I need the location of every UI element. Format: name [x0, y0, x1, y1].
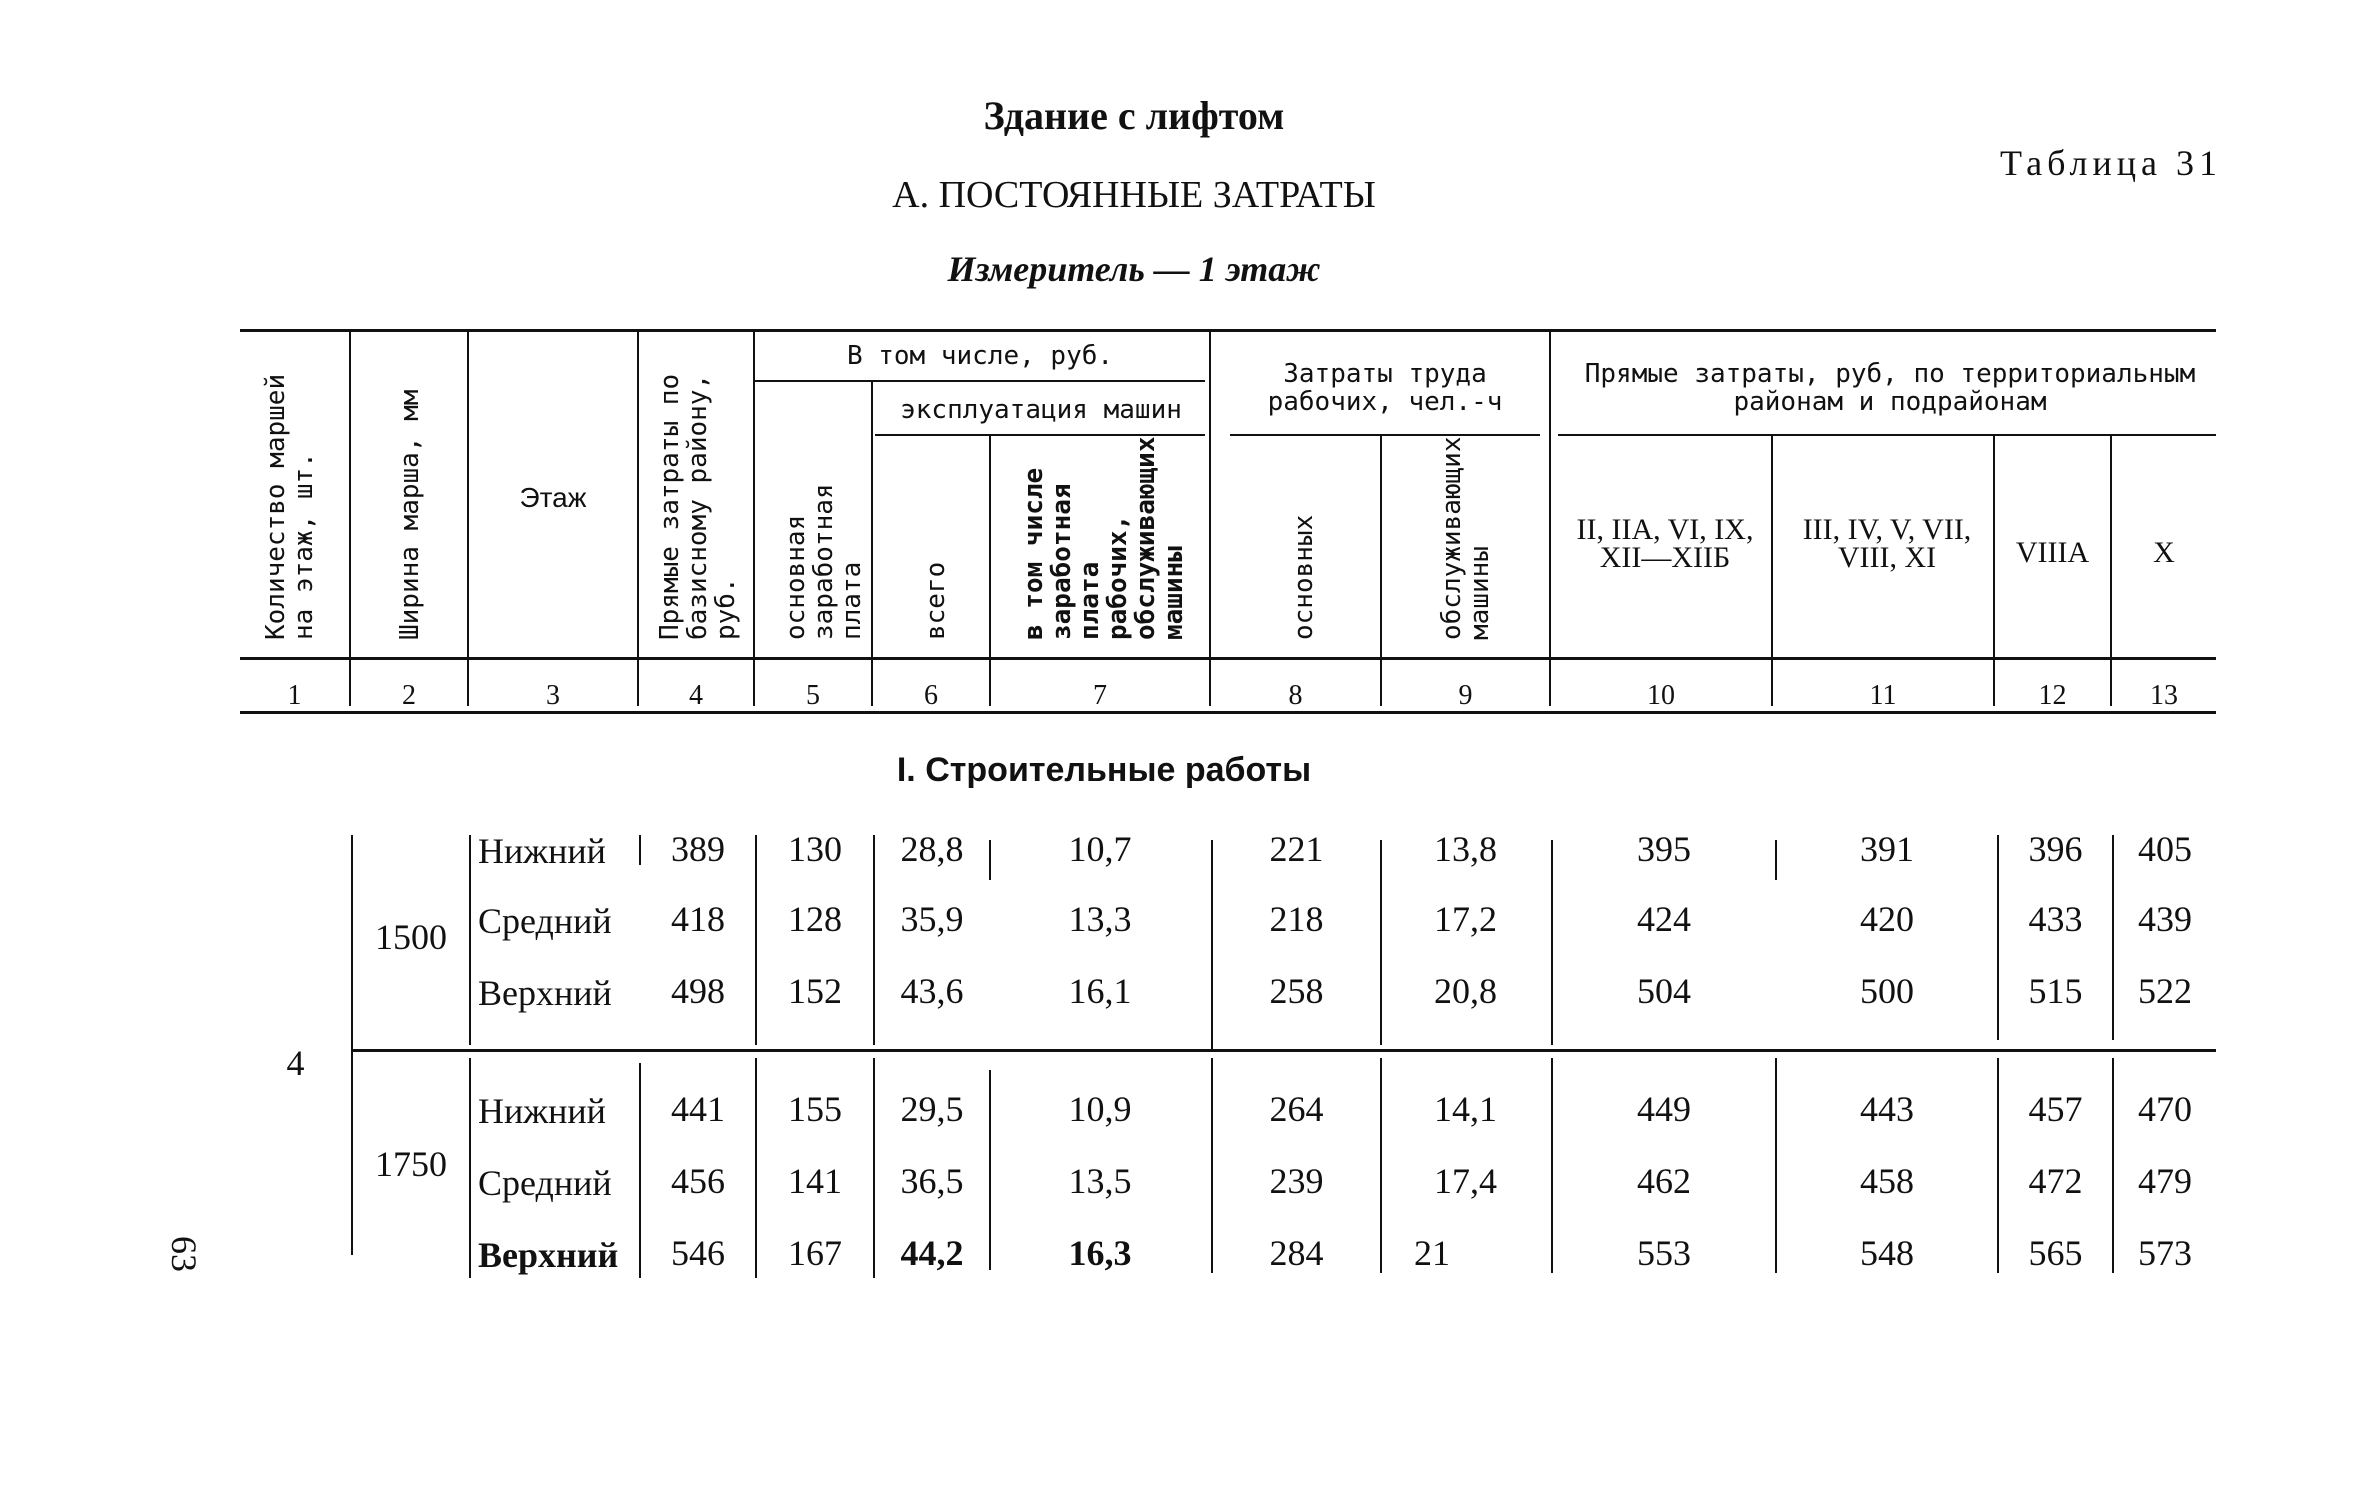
cell-c13: 439	[2138, 899, 2192, 939]
cell-c11: 443	[1860, 1089, 1914, 1129]
col2-header: Ширина марша, мм	[395, 389, 425, 640]
cell-c11: 548	[1860, 1233, 1914, 1273]
cell-c6: 35,9	[900, 899, 964, 939]
cell-c12: 433	[2028, 899, 2083, 939]
cell-c13: 479	[2138, 1161, 2192, 1201]
header-subrule	[1558, 434, 2216, 436]
cell-c4: 441	[671, 1089, 725, 1129]
col-number: 6	[924, 680, 938, 711]
col11-header: III, IV, V, VII, VIII, XI	[1802, 513, 1972, 574]
cell-c9: 21	[1414, 1233, 1450, 1273]
cell-c5: 167	[788, 1233, 842, 1273]
cell-c7: 10,7	[1068, 829, 1132, 869]
cell-c12: 515	[2028, 971, 2083, 1011]
table-top-rule	[240, 329, 2216, 332]
header-vline	[637, 330, 639, 706]
group-divider-rule	[351, 1049, 2216, 1052]
header-vline	[989, 435, 991, 706]
header-vline	[2110, 435, 2112, 706]
cell-c6: 29,5	[900, 1089, 964, 1129]
col3-header: Этаж	[519, 482, 587, 513]
col-number: 13	[2150, 680, 2178, 711]
cell-c7: 16,3	[1068, 1233, 1132, 1273]
col5-header: основная заработная плата	[781, 483, 867, 640]
header-vline	[1380, 435, 1382, 706]
cell-c4: 546	[671, 1233, 725, 1273]
header-subrule	[755, 380, 1205, 382]
table-label: Таблица 31	[2000, 143, 2222, 183]
cell-c11: 458	[1860, 1161, 1914, 1201]
header-bottom-rule	[240, 657, 2216, 660]
measure-unit: Измеритель — 1 этаж	[947, 249, 1321, 289]
cell-c9: 20,8	[1434, 971, 1497, 1011]
cell-c8: 221	[1269, 829, 1324, 869]
col7-header: в том числе заработная плата рабочих, обслуживающих машины	[1019, 436, 1189, 640]
section-title: I. Строительные работы	[896, 751, 1312, 789]
cell-c9: 14,1	[1434, 1089, 1497, 1129]
header-vline	[1549, 330, 1551, 706]
cell-c12: 472	[2028, 1161, 2083, 1201]
cell-c13: 573	[2138, 1233, 2192, 1273]
col-number: 8	[1288, 680, 1303, 711]
cell-c7: 16,1	[1068, 971, 1132, 1011]
cell-c10: 395	[1637, 829, 1691, 869]
col6-header: всего	[921, 561, 951, 640]
cell-c4: 498	[671, 971, 725, 1011]
cell-c8: 284	[1269, 1233, 1324, 1273]
header-vline	[871, 380, 873, 706]
body-vline	[469, 835, 471, 1045]
col-number: 11	[1869, 680, 1897, 711]
col-number: 10	[1647, 680, 1675, 711]
col-number: 9	[1458, 680, 1473, 711]
march-width: 1500	[375, 917, 447, 957]
col-number: 7	[1093, 680, 1107, 711]
section-heading: А. ПОСТОЯННЫЕ ЗАТРАТЫ	[892, 174, 1376, 216]
cell-c13: 405	[2138, 829, 2192, 869]
cell-c10: 504	[1637, 971, 1691, 1011]
group-incl-header: В том числе, руб.	[846, 341, 1114, 371]
col4-header: Прямые затраты по базисному району, руб.	[655, 373, 741, 640]
cell-c11: 500	[1860, 971, 1914, 1011]
group-machines-header: эксплуатация машин	[900, 395, 1182, 425]
col-number: 1	[287, 680, 302, 711]
header-vline	[349, 330, 351, 706]
cell-c12: 396	[2028, 829, 2083, 869]
cell-c11: 420	[1860, 899, 1914, 939]
floor-label: Верхний	[478, 1235, 619, 1275]
march-width: 1750	[375, 1144, 447, 1184]
col1-header: Количество маршей на этаж, шт.	[261, 373, 319, 640]
col10-header: II, IIA, VI, IX, XII—XIIБ	[1576, 513, 1754, 574]
cell-c5: 155	[788, 1089, 842, 1129]
floor-label: Средний	[478, 1163, 612, 1203]
cell-c4: 418	[671, 899, 725, 939]
cell-c8: 264	[1269, 1089, 1324, 1129]
cell-c10: 462	[1637, 1161, 1691, 1201]
floor-label: Нижний	[478, 1091, 606, 1131]
cell-c5: 130	[788, 829, 842, 869]
cell-c7: 13,3	[1068, 899, 1132, 939]
cell-c9: 13,8	[1434, 829, 1497, 869]
cell-c11: 391	[1860, 829, 1914, 869]
cell-c12: 565	[2028, 1233, 2083, 1273]
page-number: 63	[164, 1236, 204, 1272]
cell-c8: 258	[1269, 971, 1324, 1011]
cell-c8: 239	[1269, 1161, 1324, 1201]
header-vline	[467, 330, 469, 706]
cell-c9: 17,2	[1434, 899, 1497, 939]
cell-c6: 28,8	[900, 829, 964, 869]
group-labor-header: Затраты труда рабочих, чел.-ч	[1267, 359, 1503, 417]
body-vline	[351, 835, 353, 1255]
cell-c13: 470	[2138, 1089, 2192, 1129]
header-vline	[1993, 435, 1995, 706]
col-number: 5	[806, 680, 820, 711]
cell-c4: 456	[671, 1161, 725, 1201]
cell-c4: 389	[671, 829, 725, 869]
cell-c6: 43,6	[900, 971, 964, 1011]
body-vline	[1211, 840, 1213, 1050]
cell-c6: 36,5	[900, 1161, 964, 1201]
cell-c9: 17,4	[1434, 1161, 1497, 1201]
cell-c7: 10,9	[1068, 1089, 1132, 1129]
body-vline	[469, 1058, 471, 1278]
col-number: 12	[2038, 680, 2067, 711]
floor-label: Верхний	[478, 973, 612, 1013]
header-vline	[1771, 435, 1773, 706]
page-title: Здание с лифтом	[983, 93, 1285, 138]
cell-c6: 44,2	[900, 1233, 964, 1273]
cell-c7: 13,5	[1068, 1161, 1132, 1201]
cell-c10: 424	[1637, 899, 1691, 939]
col-number: 4	[689, 680, 703, 711]
col12-header: VIIIA	[2015, 536, 2090, 569]
cell-c13: 522	[2138, 971, 2192, 1011]
floor-label: Средний	[478, 901, 612, 941]
col-number: 2	[402, 680, 416, 711]
col9-header: обслуживающих машины	[1437, 436, 1495, 640]
col13-header: X	[2153, 536, 2175, 569]
floor-label: Нижний	[478, 831, 606, 871]
cell-c5: 152	[788, 971, 842, 1011]
group-regions-header: Прямые затраты, руб, по территориальным районам и подрайонам	[1584, 359, 2196, 417]
cell-c10: 449	[1637, 1089, 1691, 1129]
header-vline	[753, 330, 755, 706]
marches-count: 4	[286, 1043, 305, 1083]
cell-c8: 218	[1269, 899, 1324, 939]
col-number: 3	[546, 680, 560, 711]
header-vline	[1209, 330, 1211, 706]
cell-c12: 457	[2028, 1089, 2083, 1129]
col8-header: основных	[1289, 514, 1319, 640]
cell-c5: 128	[788, 899, 842, 939]
body-vline	[1380, 840, 1382, 1045]
cell-c10: 553	[1637, 1233, 1691, 1273]
cell-c5: 141	[788, 1161, 842, 1201]
header-subrule	[1230, 434, 1540, 436]
body-vline	[1551, 840, 1553, 1045]
